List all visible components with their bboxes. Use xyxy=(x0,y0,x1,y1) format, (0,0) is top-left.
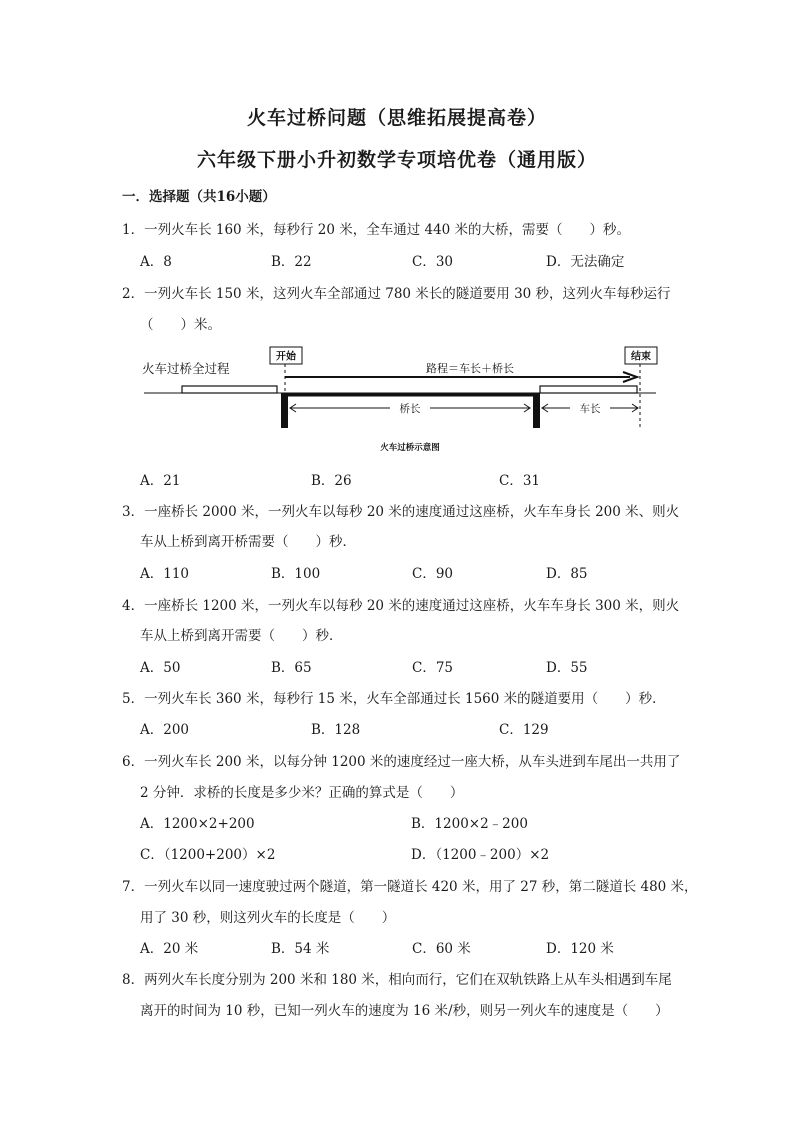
question-7-text: 7．一列火车以同一速度驶过两个隧道，第一隧道长 420 米，用了 27 秒，第二隧道长 480 米， xyxy=(122,879,698,895)
train-bridge-diagram xyxy=(140,340,660,455)
diagram-process-label: 火车过桥全过程 xyxy=(142,361,230,376)
question-5-text: 5．一列火车长 360 米，每秒行 15 米，火车全部通过长 1560 米的隧道要用（ ）秒． xyxy=(122,691,666,707)
question-8-text-cont: 离开的时间为 10 秒，已知一列火车的速度为 16 米/秒，则另一列火车的速度是（ ） xyxy=(140,1003,669,1019)
q5-option-a: A．200 xyxy=(140,722,190,738)
q6-option-d: D．（1200﹣200）×2 xyxy=(411,847,550,863)
q6-option-c: C．（1200+200）×2 xyxy=(140,847,276,863)
q7-option-b: B．54 米 xyxy=(271,941,330,957)
q1-option-b: B．22 xyxy=(271,254,312,270)
question-4-text-cont: 车从上桥到离开需要（ ）秒． xyxy=(140,628,343,644)
q3-option-a: A．110 xyxy=(140,566,190,582)
q1-option-c: C．30 xyxy=(412,254,454,270)
q2-option-b: B．26 xyxy=(311,473,352,489)
question-3-text-cont: 车从上桥到离开桥需要（ ）秒． xyxy=(140,534,356,550)
q4-option-c: C．75 xyxy=(412,660,454,676)
document-title: 火车过桥问题（思维拓展提高卷） xyxy=(246,107,547,129)
q1-option-a: A．8 xyxy=(140,254,172,270)
diagram-end-label: 结束 xyxy=(631,351,651,363)
q6-option-a: A．1200×2+200 xyxy=(140,816,255,832)
q3-option-c: C．90 xyxy=(412,566,454,582)
question-6-text: 6．一列火车长 200 米，以每分钟 1200 米的速度经过一座大桥，从车头进到车尾出一共用了 xyxy=(122,754,681,770)
question-2-text: 2．一列火车长 150 米，这列火车全部通过 780 米长的隧道要用 30 秒，这列火车每秒运行 xyxy=(122,286,671,302)
section-heading: 一．选择题（共16小题） xyxy=(122,189,276,205)
q4-option-a: A．50 xyxy=(140,660,181,676)
diagram-bridge-pier-left xyxy=(281,393,288,428)
q5-option-b: B．128 xyxy=(311,722,361,738)
diagram-train-start xyxy=(182,386,277,393)
q2-option-a: A．21 xyxy=(140,473,181,489)
diagram-start-label: 开始 xyxy=(276,351,296,363)
q2-option-c: C．31 xyxy=(499,473,541,489)
question-8-text: 8．两列火车长度分别为 200 米和 180 米，相向而行，它们在双轨铁路上从车头相遇到车尾 xyxy=(122,972,672,988)
q7-option-a: A．20 米 xyxy=(140,941,199,957)
diagram-formula-label: 路程＝车长＋桥长 xyxy=(426,362,514,375)
q4-option-b: B．65 xyxy=(271,660,312,676)
question-2-text-cont: （ ）米。 xyxy=(140,317,221,333)
question-3-text: 3．一座桥长 2000 米，一列火车以每秒 20 米的速度通过这座桥，火车车身长 200 米、则火 xyxy=(122,504,680,520)
question-1-text: 1．一列火车长 160 米，每秒行 20 米，全车通过 440 米的大桥，需要（ ）秒。 xyxy=(122,222,631,238)
question-6-text-cont: 2 分钟．求桥的长度是多少米？正确的算式是（ ） xyxy=(140,785,464,801)
question-7-text-cont: 用了 30 秒，则这列火车的长度是（ ） xyxy=(140,910,396,926)
q3-option-b: B．100 xyxy=(271,566,321,582)
q5-option-c: C．129 xyxy=(499,722,549,738)
q1-option-d: D．无法确定 xyxy=(546,254,625,270)
q3-option-d: D．85 xyxy=(546,566,588,582)
diagram-train-end xyxy=(540,386,637,393)
diagram-car-label: 车长 xyxy=(579,403,601,415)
q7-option-c: C．60 米 xyxy=(412,941,471,957)
q4-option-d: D．55 xyxy=(546,660,588,676)
question-4-text: 4．一座桥长 1200 米，一列火车以每秒 20 米的速度通过这座桥，火车车身长 300 米，则火 xyxy=(122,598,680,614)
diagram-bridge-pier-right xyxy=(533,393,540,428)
q6-option-b: B．1200×2﹣200 xyxy=(411,816,528,832)
document-subtitle: 六年级下册小升初数学专项培优卷（通用版） xyxy=(196,149,597,171)
diagram-bridge-label: 桥长 xyxy=(399,403,421,415)
q7-option-d: D．120 米 xyxy=(546,941,614,957)
diagram-caption: 火车过桥示意图 xyxy=(380,443,440,453)
